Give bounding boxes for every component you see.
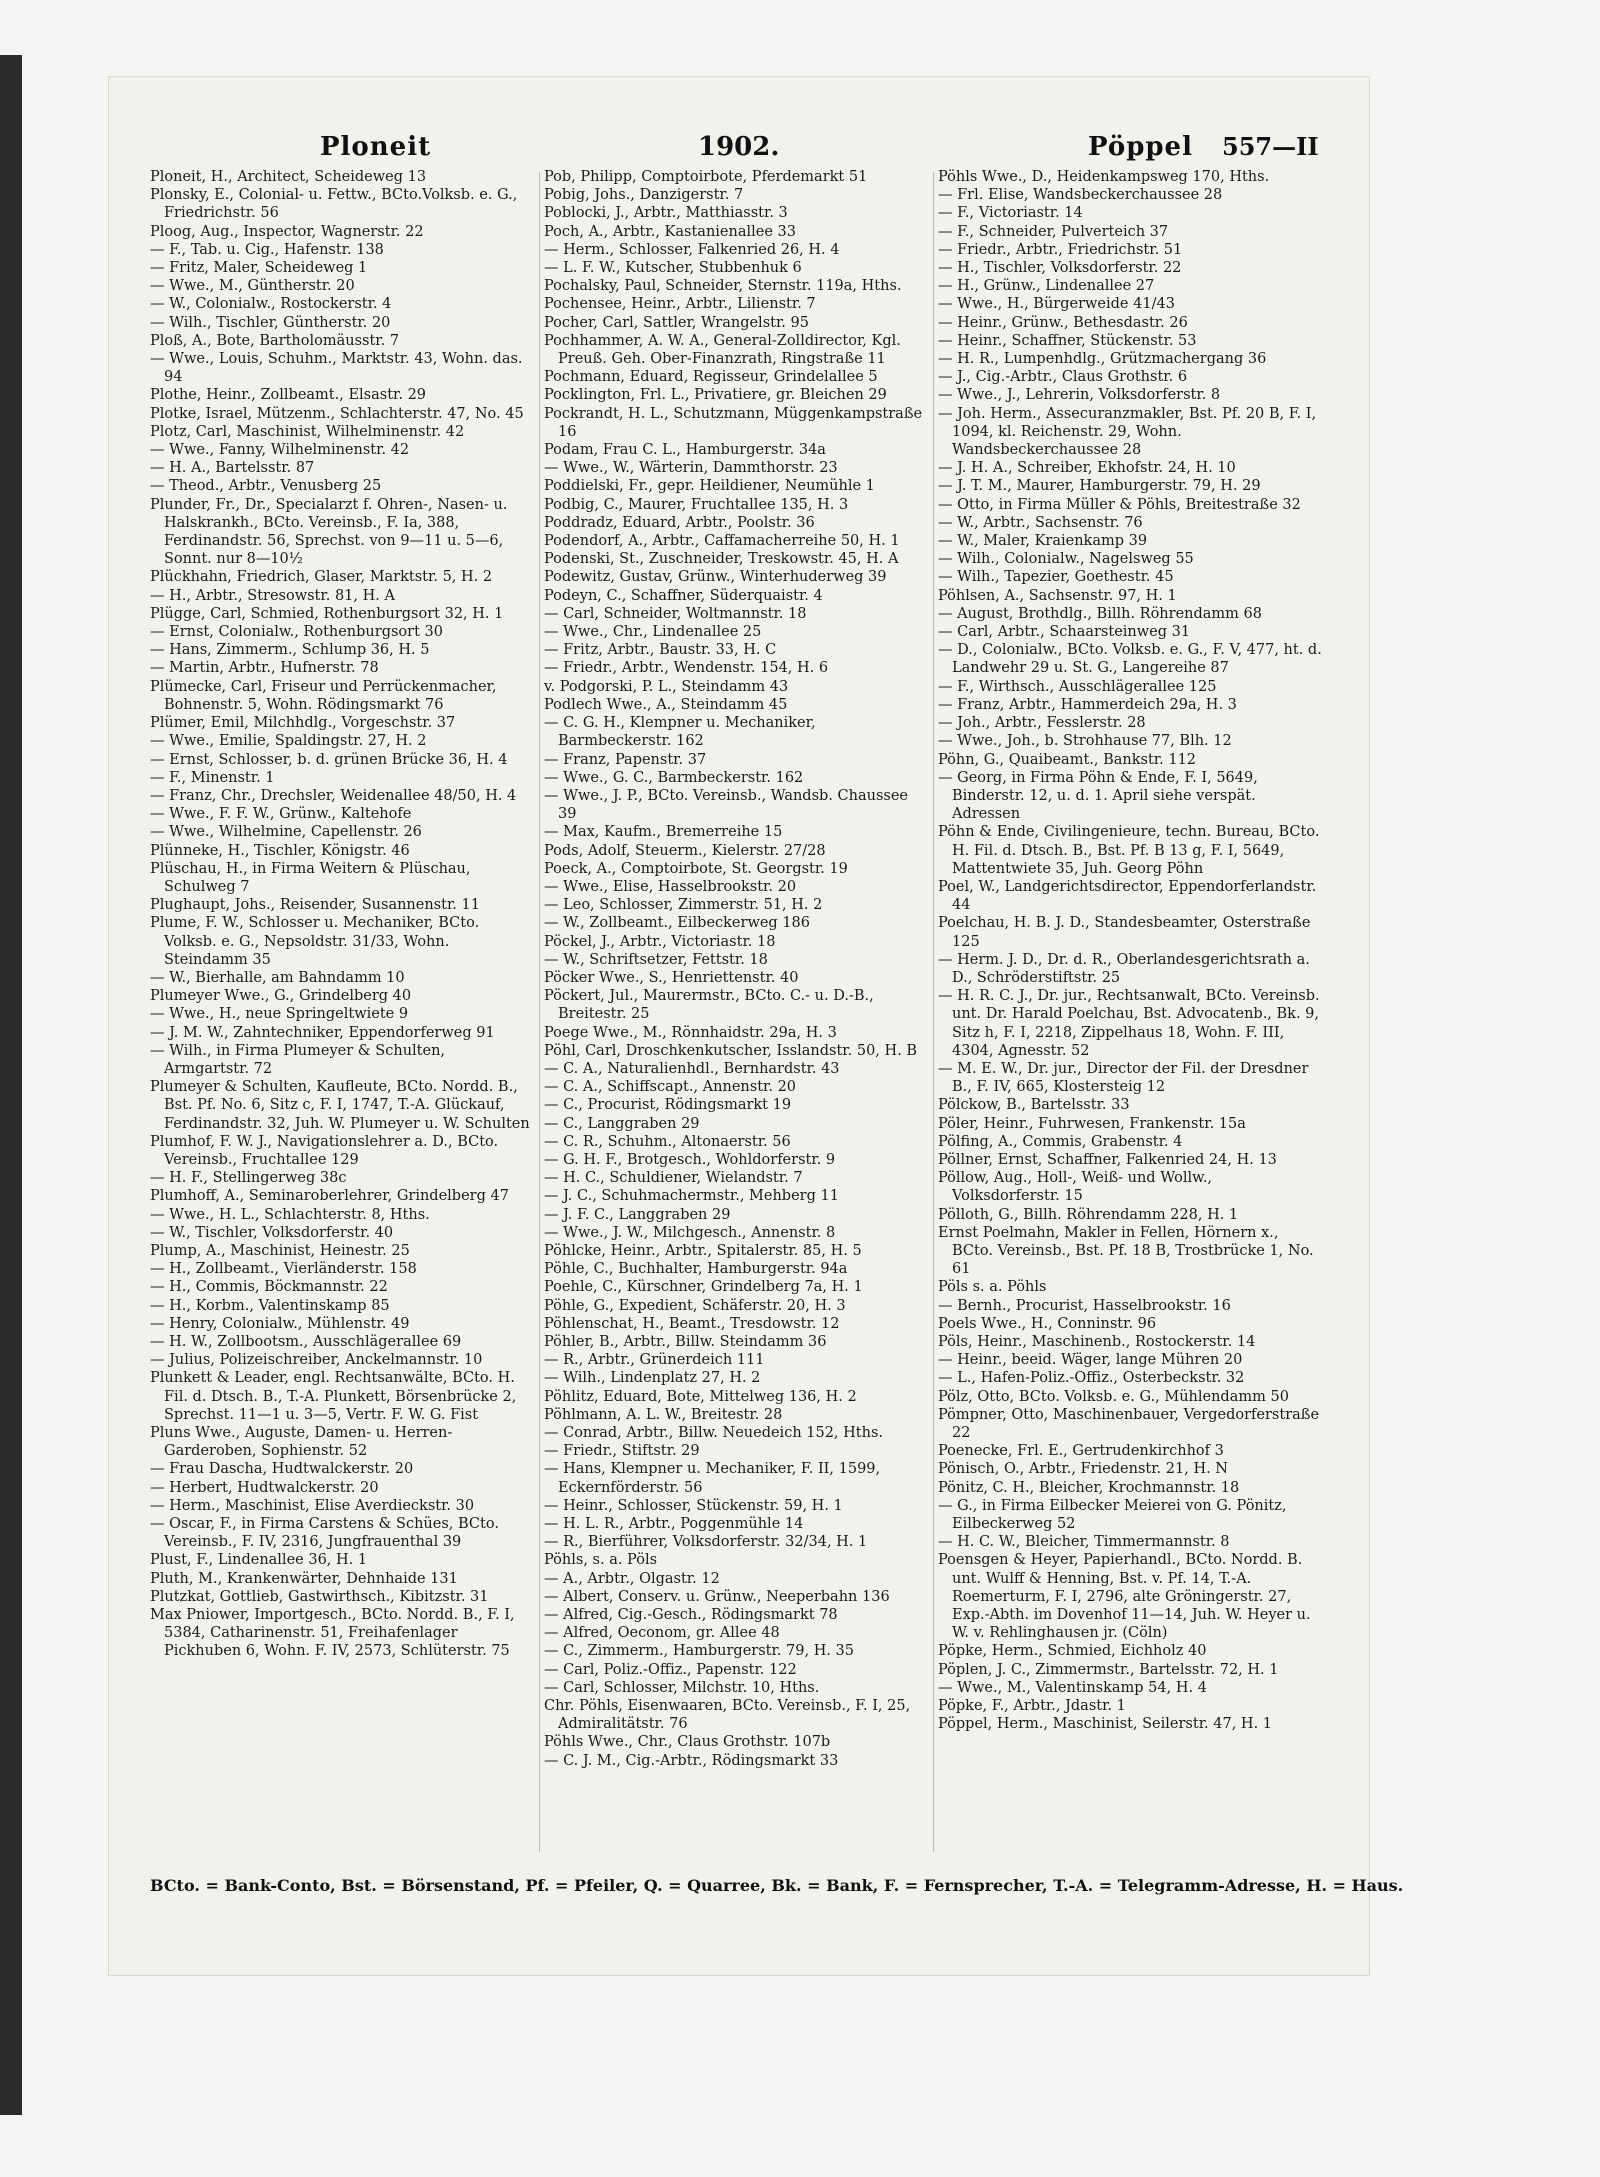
directory-entry: Pöler, Heinr., Fuhrwesen, Frankenstr. 15a [938,1115,1246,1132]
directory-entry: Pöpke, F., Arbtr., Jdastr. 1 [938,1698,1126,1715]
directory-entry: Pöls, Heinr., Maschinenb., Rostockerstr. 14 [938,1334,1256,1350]
directory-entry: — Carl, Poliz.-Offiz., Papenstr. 122 [544,1661,797,1678]
directory-entry: — Wwe., H. L., Schlachterstr. 8, Hths. [150,1206,430,1223]
directory-entry: — Wilh., in Firma Plumeyer & Schulten, Armgartstr. 72 [150,1042,446,1077]
directory-entry: — F., Tab. u. Cig., Hafenstr. 138 [150,241,384,258]
directory-entry: Max Pniower, Importgesch., BCto. Nordd. B., F. I, 5384, Catharinenstr. 51, Freihafenlager Pickhuben 6, Wohn. F. IV, 2573, Schlüterstr. 75 [150,1607,515,1660]
directory-entry: Plonsky, E., Colonial- u. Fettw., BCto.Volksb. e. G., Friedrichstr. 56 [150,187,518,222]
directory-entry: — Conrad, Arbtr., Billw. Neuedeich 152, Hths. [544,1425,884,1442]
directory-entry: — Wwe., M., Güntherstr. 20 [150,278,355,295]
directory-entry: — Wwe., Louis, Schuhm., Marktstr. 43, Wohn. das. 94 [150,351,523,386]
column-2 [544,168,928,1868]
directory-entry: — Julius, Polizeischreiber, Anckelmannstr. 10 [150,1352,483,1369]
directory-entry: Pöhn & Ende, Civilingenieure, techn. Bureau, BCto. H. Fil. d. Dtsch. B., Bst. Pf. B 13 g, F. I, 5649, Mattentwiete 35, Juh. Georg Pöhn [938,824,1320,877]
directory-entry: Pöls s. a. Pöhls [938,1279,1047,1296]
directory-entry: — Hans, Zimmerm., Schlump 36, H. 5 [150,642,430,659]
directory-entry: Pöpke, Herm., Schmied, Eichholz 40 [938,1643,1207,1660]
directory-entry: — R., Arbtr., Grünerdeich 111 [544,1352,765,1369]
directory-entry: — M. E. W., Dr. jur., Director der Fil. der Dresdner B., F. IV, 665, Klostersteig 12 [938,1060,1309,1096]
directory-entry: — Wwe., Chr., Lindenallee 25 [544,624,762,641]
directory-entry: — F., Victoriastr. 14 [938,205,1083,222]
directory-entry: — W., Maler, Kraienkamp 39 [938,533,1148,550]
directory-entry: Plümer, Emil, Milchhdlg., Vorgeschstr. 37 [150,715,456,732]
directory-entry: — H. W., Zollbootsm., Ausschlägerallee 69 [150,1334,462,1350]
directory-entry: Ernst Poelmahn, Makler in Fellen, Hörnern x., BCto. Vereinsb., Bst. Pf. 18 B, Trostbrücke 1, No. 61 [938,1224,1314,1278]
directory-entry: — H. R., Lumpenhdlg., Grützmachergang 36 [938,351,1267,368]
directory-entry: Poch, A., Arbtr., Kastanienallee 33 [544,223,796,240]
directory-entry: Pöckert, Jul., Maurermstr., BCto. C.- u. D.-B., Breitestr. 25 [544,988,874,1023]
directory-entry: Pöhls, s. a. Pöls [544,1552,658,1569]
directory-entry: — Herbert, Hudtwalckerstr. 20 [150,1479,379,1496]
directory-entry: — Wwe., J. W., Milchgesch., Annenstr. 8 [544,1224,836,1241]
directory-entry: Pölloth, G., Billh. Röhrendamm 228, H. 1 [938,1206,1239,1223]
directory-entry: Poege Wwe., M., Rönnhaidstr. 29a, H. 3 [544,1024,837,1041]
directory-entry: Pömpner, Otto, Maschinenbauer, Vergedorferstraße 22 [938,1406,1320,1442]
directory-entry: — Heinr., Grünw., Bethesdastr. 26 [938,314,1188,331]
directory-entry: Plumeyer Wwe., G., Grindelberg 40 [150,988,412,1005]
directory-entry: — Alfred, Cig.-Gesch., Rödingsmarkt 78 [544,1607,838,1624]
column-3 [938,168,1322,1868]
directory-entry: — F., Schneider, Pulverteich 37 [938,223,1169,240]
directory-entry: Pöhle, G., Expedient, Schäferstr. 20, H. 3 [544,1297,846,1314]
directory-entry: Ploß, A., Bote, Bartholomäusstr. 7 [150,332,400,349]
directory-entry: — A., Arbtr., Olgastr. 12 [544,1570,720,1587]
directory-entry: — H., Arbtr., Stresowstr. 81, H. A [150,587,395,604]
directory-entry: Pöhls Wwe., Chr., Claus Grothstr. 107b [544,1734,831,1751]
directory-entry: Pöckel, J., Arbtr., Victoriastr. 18 [544,933,776,950]
directory-entry: Plump, A., Maschinist, Heinestr. 25 [150,1242,410,1259]
directory-entry: — Wwe., J. P., BCto. Vereinsb., Wandsb. Chaussee 39 [544,787,908,823]
directory-entry: Pöhn, G., Quaibeamt., Bankstr. 112 [938,751,1197,768]
directory-entry: Podenski, St., Zuschneider, Treskowstr. 45, H. A [544,551,899,568]
directory-entry: — H. L. R., Arbtr., Poggenmühle 14 [544,1516,804,1533]
page-number: 557—II [1222,132,1319,161]
directory-entry: — Carl, Arbtr., Schaarsteinweg 31 [938,624,1191,641]
directory-entry: — Franz, Arbtr., Hammerdeich 29a, H. 3 [938,696,1237,713]
directory-entry: Plünneke, H., Tischler, Königstr. 46 [150,842,410,859]
directory-entry: Poel, W., Landgerichtsdirector, Eppendorferlandstr. 44 [938,878,1317,914]
directory-entry: — H. R. C. J., Dr. jur., Rechtsanwalt, BCto. Vereinsb. unt. Dr. Harald Poelchau, Bst. Advocatenb., Bk. 9, Sitz h, F. I, 2218, Zippelhaus 18, Wohn. F. III, 4304, Agnesstr. 52 [938,988,1320,1059]
directory-entry: — H., Korbm., Valentinskamp 85 [150,1297,390,1314]
directory-entry: — W., Colonialw., Rostockerstr. 4 [150,296,392,313]
directory-entry: — Wwe., H., Bürgerweide 41/43 [938,296,1175,313]
directory-entry: Podam, Frau C. L., Hamburgerstr. 34a [544,442,826,459]
directory-columns [150,168,1330,1868]
directory-entry: Poenecke, Frl. E., Gertrudenkirchhof 3 [938,1443,1224,1460]
directory-entry: Poels Wwe., H., Conninstr. 96 [938,1315,1157,1332]
directory-entry: — Fritz, Arbtr., Baustr. 33, H. C [544,642,777,659]
directory-entry: — Herm., Maschinist, Elise Averdieckstr. 30 [150,1497,475,1514]
directory-entry: Pöhlenschat, H., Beamt., Tresdowstr. 12 [544,1315,840,1332]
directory-entry: Pöhls Wwe., D., Heidenkampsweg 170, Hths. [938,169,1270,185]
directory-entry: Pöhlmann, A. L. W., Breitestr. 28 [544,1406,783,1423]
directory-entry: — H. F., Stellingerweg 38c [150,1170,347,1187]
directory-entry: — Wwe., G. C., Barmbeckerstr. 162 [544,769,804,786]
directory-entry: Podbig, C., Maurer, Fruchtallee 135, H. 3 [544,496,849,513]
directory-entry: Pöcker Wwe., S., Henriettenstr. 40 [544,969,799,986]
directory-entry: — Ernst, Schlosser, b. d. grünen Brücke 36, H. 4 [150,751,508,768]
directory-entry: — Wwe., W., Wärterin, Dammthorstr. 23 [544,460,838,477]
directory-entry: — W., Bierhalle, am Bahndamm 10 [150,969,405,986]
directory-entry: Plümecke, Carl, Friseur und Perrückenmacher, Bohnenstr. 5, Wohn. Rödingsmarkt 76 [150,678,497,713]
directory-entry: v. Podgorski, P. L., Steindamm 43 [544,678,789,695]
directory-entry: — Heinr., Schaffner, Stückenstr. 53 [938,332,1197,349]
directory-entry: Plunder, Fr., Dr., Specialarzt f. Ohren-, Nasen- u. Halskrankh., BCto. Vereinsb., F. Ia, 388, Ferdinandstr. 56, Sprechst. von 9—11 u. 5—6, Sonnt. nur 8—10½ [150,496,508,568]
directory-entry: — Hans, Klempner u. Mechaniker, F. II, 1599, Eckernförderstr. 56 [544,1461,881,1496]
directory-entry: — Wwe., H., neue Springeltwiete 9 [150,1006,409,1023]
directory-entry: — Wwe., Elise, Hasselbrookstr. 20 [544,878,797,895]
column-divider [933,172,934,1852]
directory-entry: — W., Zollbeamt., Eilbeckerweg 186 [544,915,810,932]
running-header [150,132,1330,168]
book-edge [0,55,22,2115]
directory-entry: — W., Schriftsetzer, Fettstr. 18 [544,951,768,968]
directory-entry: — Carl, Schlosser, Milchstr. 10, Hths. [544,1679,820,1696]
directory-entry: — C., Zimmerm., Hamburgerstr. 79, H. 35 [544,1643,855,1660]
directory-entry: — Frau Dascha, Hudtwalckerstr. 20 [150,1461,414,1478]
directory-entry: — Carl, Schneider, Woltmannstr. 18 [544,605,807,622]
directory-entry: — Ernst, Colonialw., Rothenburgsort 30 [150,624,443,641]
directory-entry: Poeck, A., Comptoirbote, St. Georgstr. 19 [544,860,848,877]
directory-entry: — Theod., Arbtr., Venusberg 25 [150,478,382,495]
directory-entry: — H. C., Schuldiener, Wielandstr. 7 [544,1170,803,1187]
directory-entry: — J. T. M., Maurer, Hamburgerstr. 79, H. 29 [938,478,1261,495]
directory-entry: — Friedr., Stiftstr. 29 [544,1443,700,1460]
directory-entry: — Oscar, F., in Firma Carstens & Schües, BCto. Vereinsb., F. IV, 2316, Jungfrauenthal 39 [150,1516,499,1551]
directory-entry: Podeyn, C., Schaffner, Süderquaistr. 4 [544,587,823,604]
directory-entry: — G., in Firma Eilbecker Meierei von G. Pönitz, Eilbeckerweg 52 [938,1497,1287,1533]
directory-entry: Pochhammer, A. W. A., General-Zolldirector, Kgl. Preuß. Geh. Ober-Finanzrath, Ringstraße 11 [544,332,901,368]
directory-entry: — Wwe., M., Valentinskamp 54, H. 4 [938,1679,1207,1696]
directory-entry: — Friedr., Arbtr., Friedrichstr. 51 [938,241,1183,258]
directory-entry: Chr. Pöhls, Eisenwaaren, BCto. Vereinsb., F. I, 25, Admiralitätstr. 76 [544,1698,911,1733]
directory-entry: Poblocki, J., Arbtr., Matthiasstr. 3 [544,205,788,222]
directory-entry: Pöplen, J. C., Zimmermstr., Bartelsstr. 72, H. 1 [938,1661,1279,1678]
directory-entry: Pönisch, O., Arbtr., Friedenstr. 21, H. N [938,1461,1228,1478]
directory-entry: — C., Langgraben 29 [544,1115,700,1132]
directory-entry: Pölckow, B., Bartelsstr. 33 [938,1097,1130,1114]
directory-entry: — Herm. J. D., Dr. d. R., Oberlandesgerichtsrath a. D., Schröderstiftstr. 25 [938,951,1310,986]
directory-entry: Plothe, Heinr., Zollbeamt., Elsastr. 29 [150,387,427,404]
directory-entry: — L., Hafen-Poliz.-Offiz., Osterbeckstr. 32 [938,1370,1245,1387]
directory-entry: — Wwe., Emilie, Spaldingstr. 27, H. 2 [150,733,427,750]
directory-entry: Poehle, C., Kürschner, Grindelberg 7a, H. 1 [544,1279,863,1296]
directory-entry: — Wwe., F. F. W., Grünw., Kaltehofe [150,806,412,823]
directory-entry: — Albert, Conserv. u. Grünw., Neeperbahn 136 [544,1588,890,1605]
directory-entry: — Leo, Schlosser, Zimmerstr. 51, H. 2 [544,897,823,914]
directory-entry: Pocher, Carl, Sattler, Wrangelstr. 95 [544,314,809,331]
header-last-entry: Pöppel [1088,132,1193,162]
column-divider [539,172,540,1852]
directory-entry: — Wilh., Colonialw., Nagelsweg 55 [938,551,1194,568]
directory-entry: Podewitz, Gustav, Grünw., Winterhuderweg 39 [544,569,887,586]
directory-entry: — C. R., Schuhm., Altonaerstr. 56 [544,1133,791,1150]
directory-entry: Pöhle, C., Buchhalter, Hamburgerstr. 94a [544,1261,848,1278]
directory-entry: Pluth, M., Krankenwärter, Dehnhaide 131 [150,1570,458,1587]
directory-entry: — Alfred, Oeconom, gr. Allee 48 [544,1625,780,1642]
directory-entry: — Fritz, Maler, Scheideweg 1 [150,260,368,277]
directory-entry: — W., Tischler, Volksdorferstr. 40 [150,1224,394,1241]
directory-entry: Plotz, Carl, Maschinist, Wilhelminenstr. 42 [150,423,465,440]
directory-entry: Plumeyer & Schulten, Kaufleute, BCto. Nordd. B., Bst. Pf. No. 6, Sitz c, F. I, 1747, T.-A. Glückauf, Ferdinandstr. 32, Juh. W. Plumeyer u. W. Schulten [150,1079,530,1132]
header-year: 1902. [698,132,780,162]
directory-entry: Plückhahn, Friedrich, Glaser, Marktstr. 5, H. 2 [150,569,493,586]
directory-entry: Plügge, Carl, Schmied, Rothenburgsort 32, H. 1 [150,605,504,622]
directory-entry: — J. C., Schuhmachermstr., Mehberg 11 [544,1188,839,1205]
directory-entry: — Wwe., Wilhelmine, Capellenstr. 26 [150,824,422,841]
directory-entry: Pöppel, Herm., Maschinist, Seilerstr. 47, H. 1 [938,1716,1273,1733]
directory-entry: Plunkett & Leader, engl. Rechtsanwälte, BCto. H. Fil. d. Dtsch. B., T.-A. Plunkett, Börsenbrücke 2, Sprechst. 11—1 u. 3—5, Vertr. F. W. G. Fist [150,1370,517,1423]
directory-entry: — Henry, Colonialw., Mühlenstr. 49 [150,1315,410,1332]
directory-entry: — L. F. W., Kutscher, Stubbenhuk 6 [544,260,802,277]
directory-entry: Pochalsky, Paul, Schneider, Sternstr. 119a, Hths. [544,278,902,295]
directory-entry: — Max, Kaufm., Bremerreihe 15 [544,824,783,841]
directory-entry: — J. H. A., Schreiber, Ekhofstr. 24, H. 10 [938,460,1236,477]
directory-entry: — C., Procurist, Rödingsmarkt 19 [544,1097,792,1114]
directory-entry: — J., Cig.-Arbtr., Claus Grothstr. 6 [938,369,1188,386]
directory-entry: Plutzkat, Gottlieb, Gastwirthsch., Kibitzstr. 31 [150,1588,489,1605]
directory-entry: — Bernh., Procurist, Hasselbrookstr. 16 [938,1297,1231,1314]
directory-entry: — Wilh., Tapezier, Goethestr. 45 [938,569,1174,586]
directory-entry: — D., Colonialw., BCto. Volksb. e. G., F. V, 477, ht. d. Landwehr 29 u. St. G., Langereihe 87 [938,642,1322,677]
abbreviations-footer: BCto. = Bank-Conto, Bst. = Börsenstand, Pf. = Pfeiler, Q. = Quarree, Bk. = Bank, F. = Fernsprecher, T.-A. = Telegramm-Adresse, H. = Haus. [150,1876,1404,1895]
directory-entry: Poddielski, Fr., gepr. Heildiener, Neumühle 1 [544,478,875,495]
directory-entry: Poddradz, Eduard, Arbtr., Poolstr. 36 [544,514,815,531]
directory-entry: Pölz, Otto, BCto. Volksb. e. G., Mühlendamm 50 [938,1388,1289,1405]
directory-entry: Pölfing, A., Commis, Grabenstr. 4 [938,1133,1183,1150]
directory-entry: — Wwe., J., Lehrerin, Volksdorferstr. 8 [938,387,1221,404]
directory-entry: — H. C. W., Bleicher, Timmermannstr. 8 [938,1534,1230,1551]
directory-entry: Plotke, Israel, Mützenm., Schlachterstr. 47, No. 45 [150,405,524,422]
directory-entry: Pöllner, Ernst, Schaffner, Falkenried 24, H. 13 [938,1151,1277,1168]
directory-entry: Pöhlcke, Heinr., Arbtr., Spitalerstr. 85, H. 5 [544,1242,862,1259]
directory-entry: — J. M. W., Zahntechniker, Eppendorferweg 91 [150,1024,495,1041]
directory-entry: — Martin, Arbtr., Hufnerstr. 78 [150,660,379,677]
directory-entry: — Franz, Chr., Drechsler, Weidenallee 48/50, H. 4 [150,787,517,804]
directory-entry: Pochmann, Eduard, Regisseur, Grindelallee 5 [544,369,878,386]
directory-entry: — Friedr., Arbtr., Wendenstr. 154, H. 6 [544,660,829,677]
directory-entry: Pocklington, Frl. L., Privatiere, gr. Bleichen 29 [544,387,887,404]
directory-entry: — C. G. H., Klempner u. Mechaniker, Barmbeckerstr. 162 [544,715,816,750]
directory-entry: Pöhl, Carl, Droschkenkutscher, Isslandstr. 50, H. B [544,1042,918,1059]
directory-entry: — Wwe., Joh., b. Strohhause 77, Blh. 12 [938,733,1232,750]
directory-entry: Pöhler, B., Arbtr., Billw. Steindamm 36 [544,1334,827,1350]
directory-entry: — August, Brothdlg., Billh. Röhrendamm 68 [938,605,1262,622]
directory-entry: Pönitz, C. H., Bleicher, Krochmannstr. 18 [938,1479,1240,1496]
header-first-entry: Ploneit [320,132,432,162]
directory-entry: Plust, F., Lindenallee 36, H. 1 [150,1552,368,1569]
column-1 [150,168,534,1868]
directory-entry: Podlech Wwe., A., Steindamm 45 [544,696,788,713]
directory-entry: Ploog, Aug., Inspector, Wagnerstr. 22 [150,223,424,240]
directory-entry: — C. J. M., Cig.-Arbtr., Rödingsmarkt 33 [544,1752,839,1769]
directory-entry: Pob, Philipp, Comptoirbote, Pferdemarkt 51 [544,169,868,185]
directory-entry: — W., Arbtr., Sachsenstr. 76 [938,514,1143,531]
directory-entry: Plughaupt, Johs., Reisender, Susannenstr. 11 [150,897,480,914]
directory-entry: Poensgen & Heyer, Papierhandl., BCto. Nordd. B. unt. Wulff & Henning, Bst. v. Pf. 14, T.-A. Roemerturm, F. I, 2796, alte Gröningerstr. 27, Exp.-Abth. im Dovenhof 11—14, Juh. W. Heyer u. W. v. Rehlinghausen jr. (Cöln) [938,1552,1311,1642]
directory-entry: Pobig, Johs., Danzigerstr. 7 [544,187,744,204]
directory-entry: — Joh., Arbtr., Fesslerstr. 28 [938,715,1146,732]
directory-entry: Plumhoff, A., Seminaroberlehrer, Grindelberg 47 [150,1188,509,1205]
directory-entry: — H., Grünw., Lindenallee 27 [938,278,1155,295]
directory-entry: Pockrandt, H. L., Schutzmann, Müggenkampstraße 16 [544,405,923,440]
directory-entry: Pöhlsen, A., Sachsenstr. 97, H. 1 [938,587,1177,604]
directory-entry: — G. H. F., Brotgesch., Wohldorferstr. 9 [544,1151,836,1168]
directory-entry: — C. A., Naturalienhdl., Bernhardstr. 43 [544,1060,840,1077]
directory-entry: Podendorf, A., Arbtr., Caffamacherreihe 50, H. 1 [544,533,900,550]
directory-entry: — Franz, Papenstr. 37 [544,751,707,768]
directory-entry: Pluns Wwe., Auguste, Damen- u. Herren-Garderoben, Sophienstr. 52 [150,1425,453,1460]
directory-entry: Plume, F. W., Schlosser u. Mechaniker, BCto. Volksb. e. G., Nepsoldstr. 31/33, Wohn. Steindamm 35 [150,915,480,968]
directory-entry: — Heinr., Schlosser, Stückenstr. 59, H. 1 [544,1497,843,1514]
directory-entry: — Wwe., Fanny, Wilhelminenstr. 42 [150,442,410,459]
directory-entry: Ploneit, H., Architect, Scheideweg 13 [150,169,427,185]
directory-entry: — R., Bierführer, Volksdorferstr. 32/34, H. 1 [544,1534,868,1551]
directory-entry: — H. A., Bartelsstr. 87 [150,460,315,477]
directory-entry: — Herm., Schlosser, Falkenried 26, H. 4 [544,241,840,258]
directory-entry: Pöllow, Aug., Holl-, Weiß- und Wollw., Volksdorferstr. 15 [938,1170,1213,1205]
directory-entry: Poelchau, H. B. J. D., Standesbeamter, Osterstraße 125 [938,915,1311,950]
directory-entry: — Wilh., Lindenplatz 27, H. 2 [544,1370,761,1387]
directory-entry: Plüschau, H., in Firma Weitern & Plüschau, Schulweg 7 [150,860,471,895]
directory-entry: — H., Tischler, Volksdorferstr. 22 [938,260,1182,277]
directory-entry: Plumhof, F. W. J., Navigationslehrer a. D., BCto. Vereinsb., Fruchtallee 129 [150,1133,499,1168]
directory-entry: Pods, Adolf, Steuerm., Kielerstr. 27/28 [544,842,826,859]
directory-entry: — Joh. Herm., Assecuranzmakler, Bst. Pf. 20 B, F. I, 1094, kl. Reichenstr. 29, Wohn. Wandsbeckerchaussee 28 [938,405,1317,459]
directory-entry: — F., Minenstr. 1 [150,769,275,786]
directory-entry: — Otto, in Firma Müller & Pöhls, Breitestraße 32 [938,496,1301,513]
directory-entry: — Wilh., Tischler, Güntherstr. 20 [150,314,391,331]
directory-entry: — J. F. C., Langgraben 29 [544,1206,731,1223]
directory-entry: Pöhlitz, Eduard, Bote, Mittelweg 136, H. 2 [544,1388,857,1405]
directory-entry: Pochensee, Heinr., Arbtr., Lilienstr. 7 [544,296,816,313]
directory-entry: — H., Commis, Böckmannstr. 22 [150,1279,388,1296]
directory-entry: — F., Wirthsch., Ausschlägerallee 125 [938,678,1217,695]
directory-entry: — Frl. Elise, Wandsbeckerchaussee 28 [938,187,1223,204]
directory-entry: — Heinr., beeid. Wäger, lange Mühren 20 [938,1352,1243,1369]
directory-entry: — C. A., Schiffscapt., Annenstr. 20 [544,1079,797,1096]
directory-entry: — H., Zollbeamt., Vierländerstr. 158 [150,1261,417,1278]
directory-entry: — Georg, in Firma Pöhn & Ende, F. I, 5649, Binderstr. 12, u. d. 1. April siehe verspät. Adressen [938,769,1258,823]
